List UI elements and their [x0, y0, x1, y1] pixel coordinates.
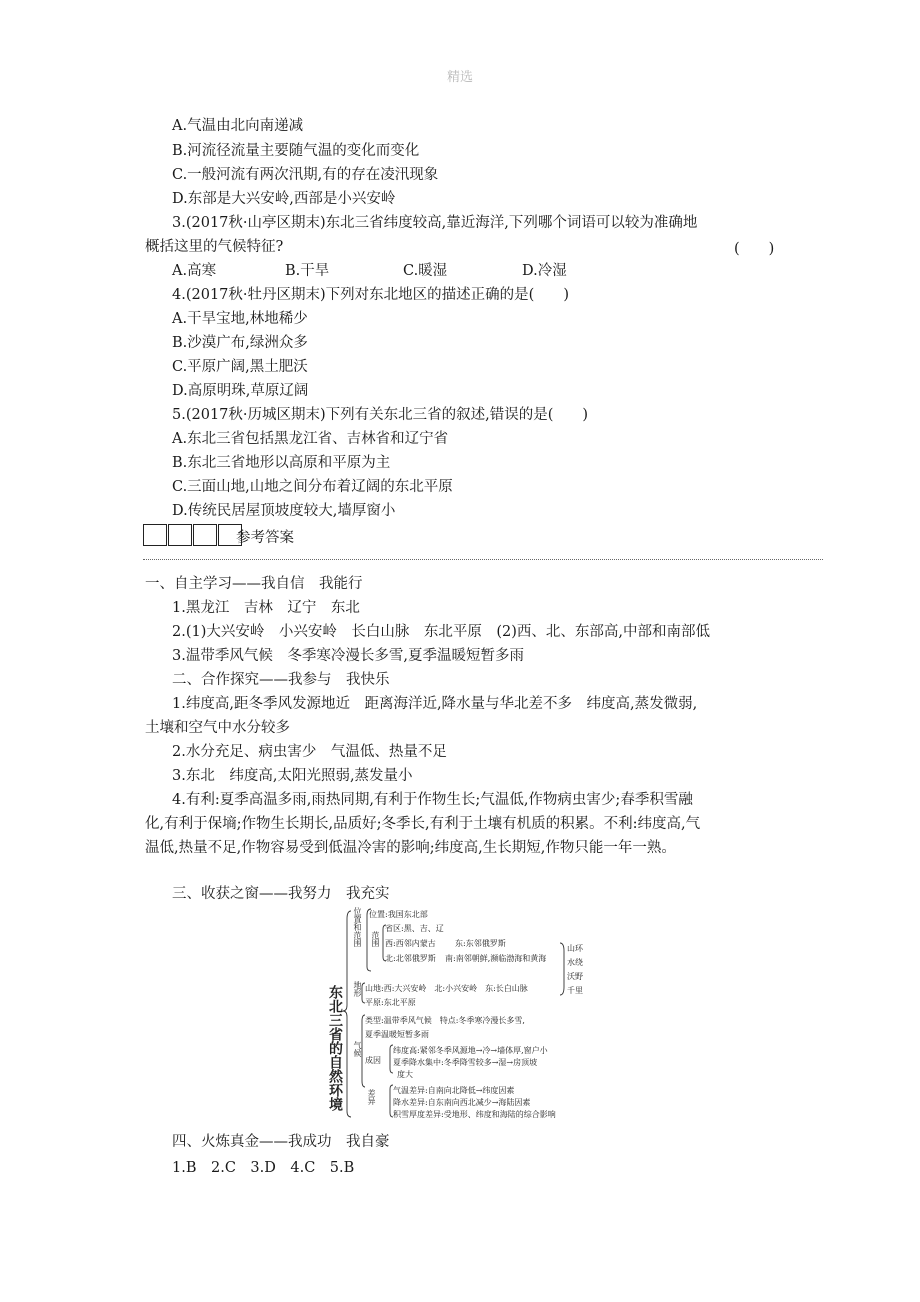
q3-answer-paren: ( ) — [734, 241, 775, 257]
mm-west: 西:西邻内蒙古 — [385, 939, 436, 948]
sec1-item-3: 3.温带季风气候 冬季寒冷漫长多雪,夏季温暖短暂多雨 — [172, 648, 524, 664]
q2-option-d: D.东部是大兴安岭,西部是小兴安岭 — [172, 191, 396, 207]
sec2-item-2: 2.水分充足、病虫害少 气温低、热量不足 — [172, 744, 447, 760]
sec2-item-4-line3: 温低,热量不足,作物容易受到低温冷害的影响;纬度高,生长期短,作物只能一年一熟。 — [145, 840, 676, 856]
mind-map-diagram — [327, 905, 587, 1121]
mm-cause-label: 成因 — [365, 1056, 381, 1065]
q3-option-c: C.暖湿 — [403, 263, 448, 279]
mm-root: 东北三省的自然环境 — [327, 985, 343, 1111]
q2-option-a: A.气温由北向南递减 — [172, 118, 304, 134]
q3-stem-line2: 概括这里的气候特征? — [145, 239, 284, 255]
q4-option-a: A.干旱宝地,林地稀少 — [172, 311, 308, 327]
box-1 — [143, 524, 167, 546]
answer-boxes — [143, 524, 243, 546]
q4-option-b: B.沙漠广布,绿洲众多 — [172, 335, 308, 351]
mm-south: 南:南邻朝鲜,濒临渤海和黄海 — [445, 954, 547, 963]
mm-diff-label: 差异 — [367, 1089, 376, 1105]
box-3 — [193, 524, 217, 546]
sec1-item-1: 1.黑龙江 吉林 辽宁 东北 — [172, 600, 360, 616]
q2-option-b: B.河流径流量主要随气温的变化而变化 — [172, 143, 420, 159]
mm-summary-3: 沃野 — [567, 972, 583, 981]
mm-summary-4: 千里 — [567, 986, 583, 995]
sec1-title: 一、自主学习——我自信 我能行 — [145, 576, 363, 592]
q4-option-d: D.高原明珠,草原辽阔 — [172, 383, 309, 399]
answer-title: 参考答案 — [236, 530, 294, 546]
mm-cause-1: 纬度高:紧邻冬季风源地→冷→墙体厚,窗户小 — [393, 1046, 548, 1055]
sec2-title: 二、合作探究——我参与 我快乐 — [172, 672, 390, 688]
sec2-item-1-line2: 土壤和空气中水分较多 — [145, 720, 290, 736]
sec2-item-4-line2: 化,有利于保墒;作物生长期长,品质好;冬季长,有利于土壤有机质的积累。不利:纬度高,气 — [145, 816, 701, 832]
sec4-answers: 1.B 2.C 3.D 4.C 5.B — [172, 1160, 355, 1176]
mm-mountains: 山地:西:大兴安岭 北:小兴安岭 东:长白山脉 — [365, 984, 528, 993]
sec1-item-2: 2.(1)大兴安岭 小兴安岭 长白山脉 东北平原 (2)西、北、东部高,中部和南部低 — [172, 624, 711, 640]
q4-option-c: C.平原广阔,黑土肥沃 — [172, 359, 308, 375]
mm-diff-3: 积雪厚度差异:受地形、纬度和海陆的综合影响 — [393, 1110, 556, 1119]
mm-cause-2: 夏季降水集中:冬季降雪较多→湿→房顶坡 — [393, 1058, 538, 1067]
sec2-item-4-line1: 4.有利:夏季高温多雨,雨热同期,有利于作物生长;气温低,作物病虫害少;春季积雪融 — [172, 792, 693, 808]
mm-climate-type-2: 夏季温暖短暂多雨 — [365, 1030, 429, 1039]
mm-provinces: 省区:黑、吉、辽 — [385, 924, 444, 933]
mm-cause-3: 度大 — [397, 1070, 413, 1079]
sec3-title: 三、收获之窗——我努力 我充实 — [172, 886, 390, 902]
sec4-title: 四、火炼真金——我成功 我自豪 — [172, 1134, 390, 1150]
q4-stem: 4.(2017秋·牡丹区期末)下列对东北地区的描述正确的是( ) — [172, 287, 569, 303]
q5-stem: 5.(2017秋·历城区期末)下列有关东北三省的叙述,错误的是( ) — [172, 407, 589, 423]
mm-branch-climate: 气候 — [353, 1041, 362, 1057]
dotted-divider — [143, 559, 823, 560]
mm-north: 北:北邻俄罗斯 — [385, 954, 436, 963]
q3-stem-line1: 3.(2017秋·山亭区期末)东北三省纬度较高,靠近海洋,下列哪个词语可以较为准确地 — [172, 215, 698, 231]
mm-summary-1: 山环 — [567, 944, 583, 953]
mm-diff-2: 降水差异:自东南向西北减少→海陆因素 — [393, 1098, 531, 1107]
page-header-watermark: 精选 — [446, 70, 473, 85]
q2-option-c: C.一般河流有两次汛期,有的存在凌汛现象 — [172, 167, 439, 183]
q3-option-a: A.高寒 — [172, 263, 217, 279]
mm-plain: 平原:东北平原 — [365, 998, 416, 1007]
q5-option-a: A.东北三省包括黑龙江省、吉林省和辽宁省 — [172, 431, 449, 447]
mm-branch-terrain: 地形 — [353, 981, 362, 997]
mm-summary-2: 水绕 — [567, 958, 583, 967]
mm-east: 东:东邻俄罗斯 — [455, 939, 506, 948]
q3-option-b: B.干旱 — [285, 263, 330, 279]
mm-range-label: 范围 — [371, 931, 380, 947]
q5-option-b: B.东北三省地形以高原和平原为主 — [172, 455, 391, 471]
mm-diff-1: 气温差异:自南向北降低→纬度因素 — [393, 1086, 515, 1095]
mm-branch-position: 位置和范围 — [353, 907, 362, 947]
q5-option-d: D.传统民居屋顶坡度较大,墙厚窗小 — [172, 503, 396, 519]
q5-option-c: C.三面山地,山地之间分布着辽阔的东北平原 — [172, 479, 453, 495]
q3-option-d: D.冷湿 — [522, 263, 567, 279]
mm-climate-type: 类型:温带季风气候 特点:冬季寒冷漫长多雪, — [365, 1016, 525, 1025]
sec2-item-1-line1: 1.纬度高,距冬季风发源地近 距离海洋近,降水量与华北差不多 纬度高,蒸发微弱, — [172, 696, 698, 712]
sec2-item-3: 3.东北 纬度高,太阳光照弱,蒸发量小 — [172, 768, 413, 784]
box-2 — [168, 524, 192, 546]
mm-position: 位置:我国东北部 — [369, 910, 428, 919]
